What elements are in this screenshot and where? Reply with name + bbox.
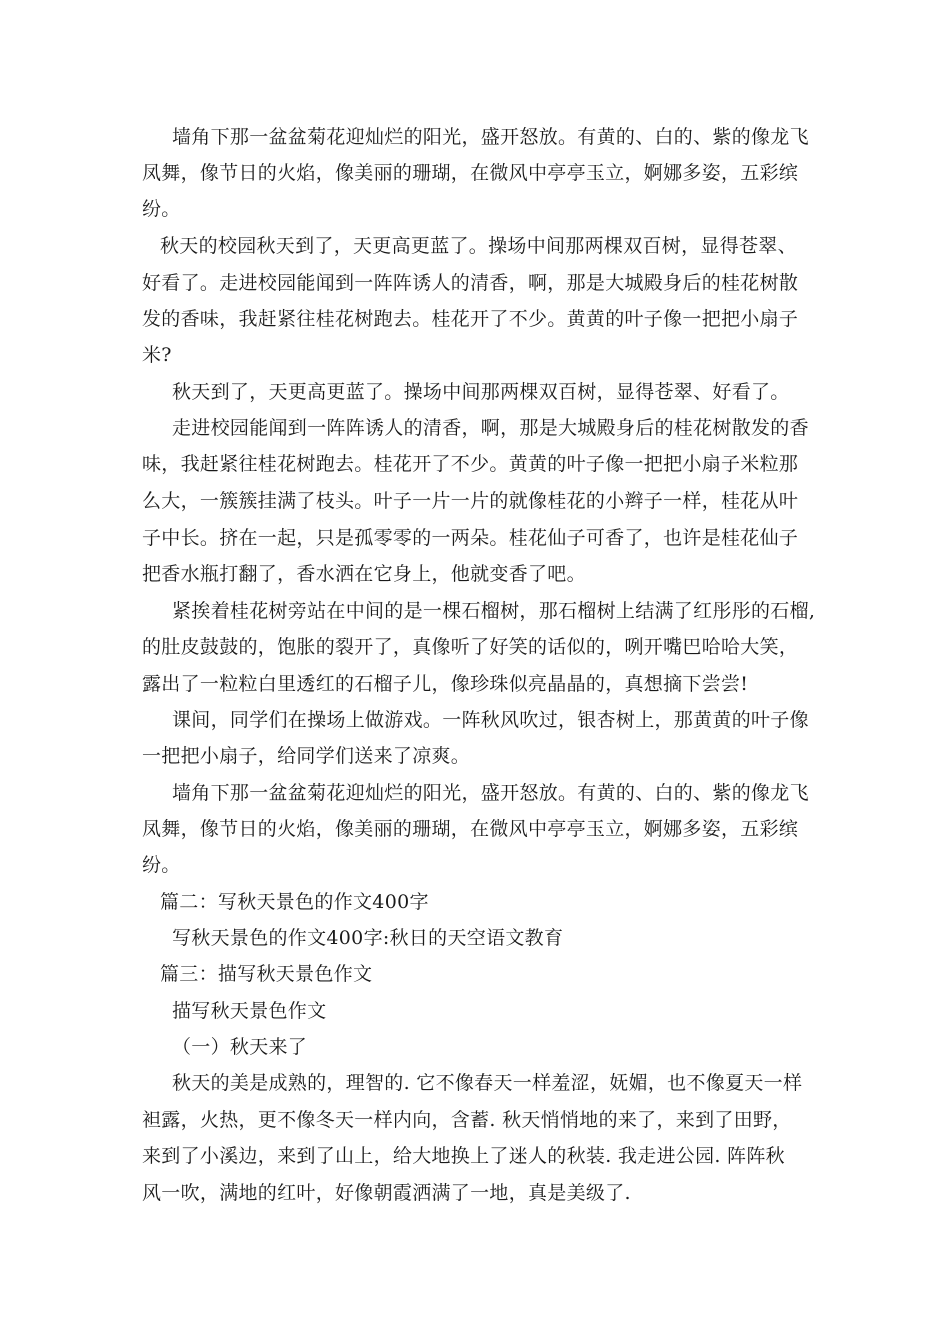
text-line: 紧挨着桂花树旁站在中间的是一棵石榴树，那石榴树上结满了红彤彤的石榴, [172,600,816,622]
text-line: 好看了。走进校园能闻到一阵阵诱人的清香，啊，那是大城殿身后的桂花树散 [142,272,799,294]
text-line: 风一吹，满地的红叶，好像朝霞洒满了一地，真是美级了. [142,1182,631,1204]
text-line: 写秋天景色的作文400字:秋日的天空语文教育 [172,927,564,949]
text-line: 秋天到了，天更高更蓝了。操场中间那两棵双百树，显得苍翠、好看了。 [172,381,790,403]
text-line: 一把把小扇子，给同学们送来了凉爽。 [142,745,471,767]
text-line: 课间，同学们在操场上做游戏。一阵秋风吹过，银杏树上，那黄黄的叶子像 [172,709,809,731]
text-line: 子中长。挤在一起，只是孤零零的一两朵。桂花仙子可香了，也许是桂花仙子 [142,527,799,549]
text-line: 墙角下那一盆盆菊花迎灿烂的阳光，盛开怒放。有黄的、白的、紫的像龙飞 [172,126,809,148]
text-line: 发的香味，我赶紧往桂花树跑去。桂花开了不少。黄黄的叶子像一把把小扇子 [142,308,799,330]
text-line: 秋天的校园秋天到了，天更高更蓝了。操场中间那两棵双百树，显得苍翠、 [160,235,797,257]
text-line: 米? [142,344,172,366]
subsection-heading: （一）秋天来了 [172,1036,308,1058]
text-line: 来到了小溪边，来到了山上，给大地换上了迷人的秋装. 我走进公园. 阵阵秋 [142,1145,785,1167]
text-line: 描写秋天景色作文 [172,1000,327,1022]
text-line: 袒露，火热，更不像冬天一样内向，含蓄. 秋天悄悄地的来了，来到了田野， [142,1109,792,1131]
text-line: 凤舞，像节日的火焰，像美丽的珊瑚，在微风中亭亭玉立，婀娜多姿，五彩缤 [142,818,799,840]
text-line: 味，我赶紧往桂花树跑去。桂花开了不少。黄黄的叶子像一把把小扇子米粒那 [142,453,799,475]
text-line: 么大，一簇簇挂满了枝头。叶子一片一片的就像桂花的小辫子一样，桂花从叶 [142,490,799,512]
text-line: 走进校园能闻到一阵阵诱人的清香，啊，那是大城殿身后的桂花树散发的香 [172,417,809,439]
text-line: 凤舞，像节日的火焰，像美丽的珊瑚，在微风中亭亭玉立，婀娜多姿，五彩缤 [142,162,799,184]
text-line: 秋天的美是成熟的，理智的. 它不像春天一样羞涩，妩媚，也不像夏天一样 [172,1072,803,1094]
text-line: 墙角下那一盆盆菊花迎灿烂的阳光，盛开怒放。有黄的、白的、紫的像龙飞 [172,782,809,804]
section-heading: 篇三：描写秋天景色作文 [160,963,373,985]
section-heading: 篇二：写秋天景色的作文400字 [160,891,429,913]
text-line: 纷。 [142,854,181,876]
text-line: 把香水瓶打翻了，香水洒在它身上，他就变香了吧。 [142,563,586,585]
text-line: 的肚皮鼓鼓的，饱胀的裂开了，真像听了好笑的话似的，咧开嘴巴哈哈大笑， [142,636,799,658]
text-line: 纷。 [142,198,181,220]
text-line: 露出了一粒粒白里透红的石榴子儿，像珍珠似亮晶晶的，真想摘下尝尝! [142,673,749,695]
